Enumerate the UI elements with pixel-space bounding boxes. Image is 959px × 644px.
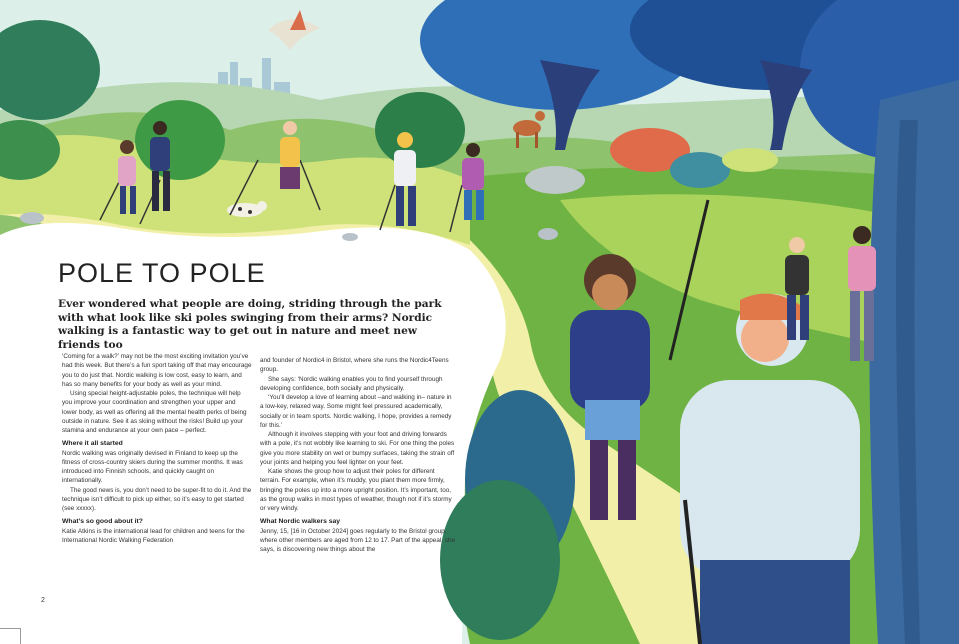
crop-mark [0,628,20,629]
subheading: What Nordic walkers say [260,518,341,526]
body-paragraph: She says: ‘Nordic walking enables you to find yourself through developing confidence, both socially and physically. [260,375,443,392]
subheading: What’s so good about it? [62,518,143,526]
body-paragraph: Katie Atkins is the international lead for children and teens for the International Nordic Walking Federation [62,527,245,544]
body-paragraph: Katie shows the group how to adjust their poles for different terrain. For example, when it’s muddy, you plant them more firmly, bringing the poles up into a more upright position. It’s important, too, as the group walks in most types of weather, though not if it’s stormy or very windy. [260,468,452,512]
article-column-2 [260,356,455,554]
crop-mark [20,628,21,644]
article-headline: POLE TO POLE [58,258,266,288]
page-number: 2 [41,597,45,604]
article-column-1 [62,352,252,545]
body-paragraph: Although it involves stepping with your foot and driving forwards with a pole, it’s not wobbly like learning to ski. For one thing the poles give you more stability on wet or bumpy surfaces, taking the strain off your joints and helping you feel lighter on your feet. [260,431,455,466]
body-paragraph: Using special height-adjustable poles, the technique will help you improve your coordination and strengthen your upper and lower body, as well as offering all the mental health perks of being outside in nature. See it as skiing without the risks! Build up your stamina and endurance at your own pace – perfect. [62,390,247,434]
body-paragraph: ‘Coming for a walk?’ may not be the most exciting invitation you’ve had this week. But there’s a fun sport taking off that may encourage you to do just that. Nordic walking is low cost, easy to learn, and has so many benefits for your body as well as your mind. [62,353,252,388]
body-paragraph: Jenny, 15, [16 in October 2024] goes regularly to the Bristol group, where other members are aged from 12 to 17. Part of the appeal, she says, is discovering new things about the [260,527,456,553]
body-paragraph: The good news is, you don’t need to be super-fit to do it. And the technique isn’t difficult to pick up either, so it’s easy to get started (see xxxxx). [62,486,252,512]
body-paragraph: ‘You’ll develop a love of learning about –and walking in– nature in a low-key, relaxed way. Some might feel pressured academically, socially or in team sports. Nordic walking, I hope, provides a remedy for this.’ [260,394,452,429]
body-paragraph: and founder of Nordic4 in Bristol, where she runs the Nordic4Teens group. [260,357,449,374]
body-paragraph: Nordic walking was originally devised in Finland to keep up the fitness of cross-country skiers during the summer months. It was introduced into Finnish schools, and quickly caught on internationally. [62,449,243,485]
article-standfirst: Ever wondered what people are doing, striding through the park with what look like ski poles swinging from their arms? Nordic walking is a fantastic way to get out in nature and meet new friends too [58,298,442,351]
subheading: Where it all started [62,440,123,448]
